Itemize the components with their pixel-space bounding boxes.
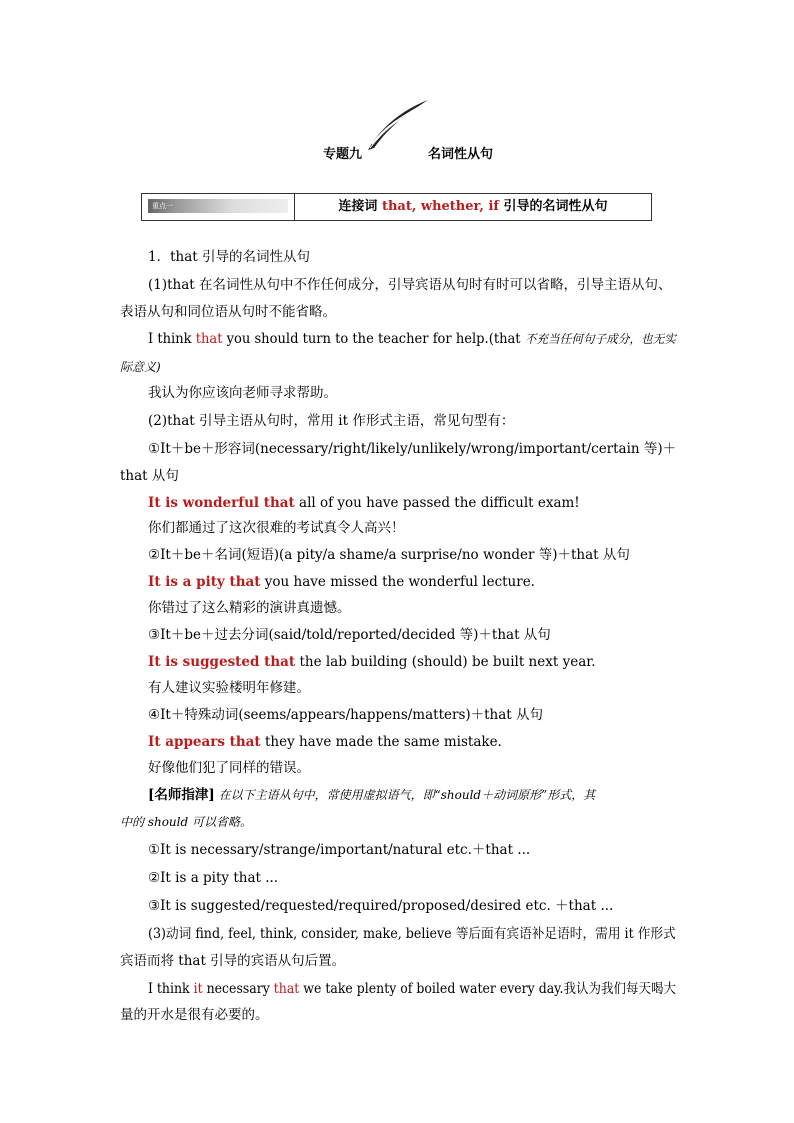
example-6-line2: 量的开水是很有必要的。: [120, 1007, 269, 1023]
pattern-3: ③It＋be＋过去分词(said/told/reported/decided 等)＋that 从句: [148, 627, 551, 643]
header-swoosh-logo: [362, 98, 432, 154]
header-topic-number: 专题九: [323, 147, 363, 162]
section-tag: [148, 199, 288, 213]
example-1-note-cont: 际意义): [120, 360, 161, 374]
section-title: 连接词 that, whether, if 引导的名词性从句: [338, 199, 608, 214]
example-2-translation: 你们都通过了这次很难的考试真令人高兴！: [148, 520, 405, 536]
tip-item-2: ②It is a pity that ...: [148, 870, 279, 886]
tip-line1: [名师指津] 在以下主语从句中，常使用虚拟语气，即“should＋动词原形”形式，其: [148, 787, 596, 803]
example-3-translation: 你错过了这么精彩的演讲真遗憾。: [148, 600, 351, 616]
pattern-4: ④It＋特殊动词(seems/appears/happens/matters)＋that 从句: [148, 707, 544, 723]
example-2: It is wonderful that all of you have passed the difficult exam!: [148, 495, 580, 511]
example-4: It is suggested that the lab building (should) be built next year.: [148, 654, 596, 670]
paragraph-1-line2: 表语从句和同位语从句时不能省略。: [120, 304, 336, 320]
example-5: It appears that they have made the same mistake.: [148, 734, 502, 750]
section-header-box: [141, 193, 652, 221]
tip-item-1: ①It is necessary/strange/important/natural etc.＋that ...: [148, 842, 531, 858]
example-3: It is a pity that you have missed the wonderful lecture.: [148, 574, 535, 590]
pattern-1-line1: ①It＋be＋形容词(necessary/right/likely/unlikely/wrong/important/certain 等)＋: [148, 441, 677, 457]
section-tag-label: 重点一: [152, 202, 173, 210]
paragraph-1-line1: (1)that 在名词性从句中不作任何成分，引导宾语从句时有时可以省略，引导主语从句、: [148, 277, 672, 293]
paragraph-3-line2: 宾语而将 that 引导的宾语从句后置。: [120, 953, 346, 969]
tip-item-3: ③It is suggested/requested/required/proposed/desired etc. ＋that ...: [148, 898, 614, 914]
header-topic-title: 名词性从句: [428, 147, 494, 162]
paragraph-3-line1: (3)动词 find, feel, think, consider, make, believe 等后面有宾语补足语时，需用 it 作形式: [148, 926, 676, 942]
paragraph-2: (2)that 引导主语从句时，常用 it 作形式主语，常见句型有：: [148, 413, 515, 429]
example-4-translation: 有人建议实验楼明年修建。: [148, 680, 310, 696]
example-5-translation: 好像他们犯了同样的错误。: [148, 760, 310, 776]
heading-1: 1．that 引导的名词性从句: [148, 249, 310, 265]
tip-line2: 中的 should 可以省略。: [120, 815, 252, 829]
pattern-1-line2: that 从句: [120, 468, 179, 484]
pattern-2: ②It＋be＋名词(短语)(a pity/a shame/a surprise/no wonder 等)＋that 从句: [148, 547, 630, 563]
example-6: I think it necessary that we take plenty of boiled water every day.我认为我们每天喝大: [148, 981, 677, 997]
example-1: I think that you should turn to the teacher for help.(that 不充当任何句子成分，也无实: [148, 331, 676, 347]
example-1-translation: 我认为你应该向老师寻求帮助。: [148, 385, 337, 401]
